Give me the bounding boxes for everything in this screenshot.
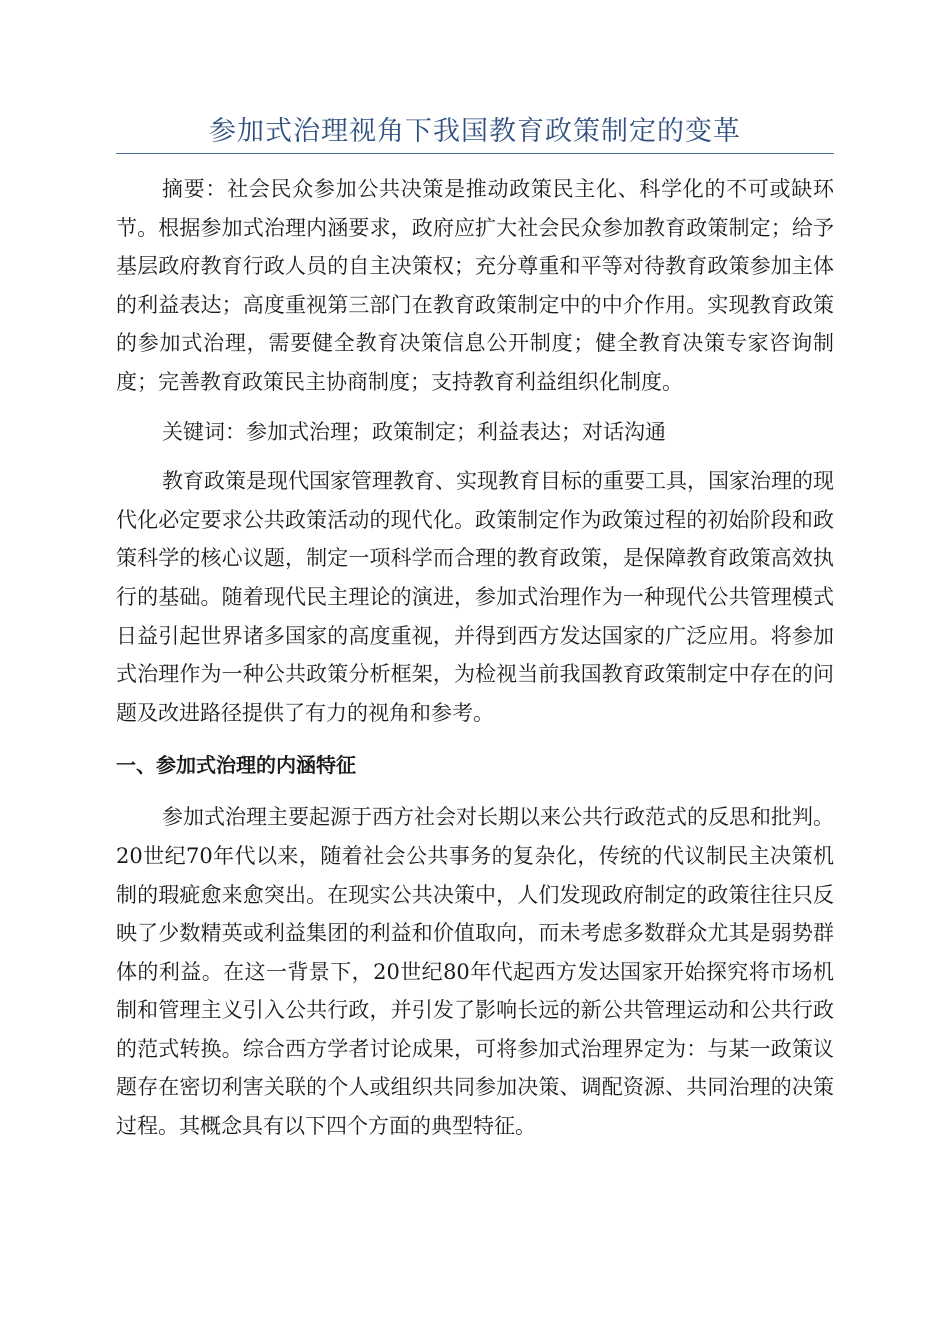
document-title: 参加式治理视角下我国教育政策制定的变革 [209,116,741,147]
document-body [116,170,834,1146]
title-underline [116,153,834,154]
keywords-paragraph: 关键词：参加式治理；政策制定；利益表达；对话沟通 [162,419,666,444]
section-heading: 一、参加式治理的内涵特征 [116,753,356,778]
abstract-paragraph: 摘要：社会民众参加公共决策是推动政策民主化、科学化的不可或缺环节。根据参加式治理内涵要求，政府应扩大社会民众参加教育政策制定；给予基层政府教育行政人员的自主决策权；充分尊重和平等对待教育政策参加主体的利益表达；高度重视第三部门在教育政策制定中的中介作用。实现教育政策的参加式治理，需要健全教育决策信息公开制度；健全教育决策专家咨询制度；完善教育政策民主协商制度；支持教育利益组织化制度。 [116,177,834,394]
intro-paragraph: 教育政策是现代国家管理教育、实现教育目标的重要工具，国家治理的现代化必定要求公共政策活动的现代化。政策制定作为政策过程的初始阶段和政策科学的核心议题，制定一项科学而合理的教育政策，是保障教育政策高效执行的基础。随着现代民主理论的演进，参加式治理作为一种现代公共管理模式日益引起世界诸多国家的高度重视，并得到西方发达国家的广泛应用。将参加式治理作为一种公共政策分析框架，为检视当前我国教育政策制定中存在的问题及改进路径提供了有力的视角和参考。 [116,469,834,725]
section-paragraph: 参加式治理主要起源于西方社会对长期以来公共行政范式的反思和批判。20世纪70年代以来，随着社会公共事务的复杂化，传统的代议制民主决策机制的瑕疵愈来愈突出。在现实公共决策中，人们发现政府制定的政策往往只反映了少数精英或利益集团的利益和价值取向，而未考虑多数群众尤其是弱势群体的利益。在这一背景下，20世纪80年代起西方发达国家开始探究将市场机制和管理主义引入公共行政，并引发了影响长远的新公共管理运动和公共行政的范式转换。综合西方学者讨论成果，可将参加式治理界定为：与某一政策议题存在密切利害关联的个人或组织共同参加决策、调配资源、共同治理的决策过程。其概念具有以下四个方面的典型特征。 [116,805,834,1139]
